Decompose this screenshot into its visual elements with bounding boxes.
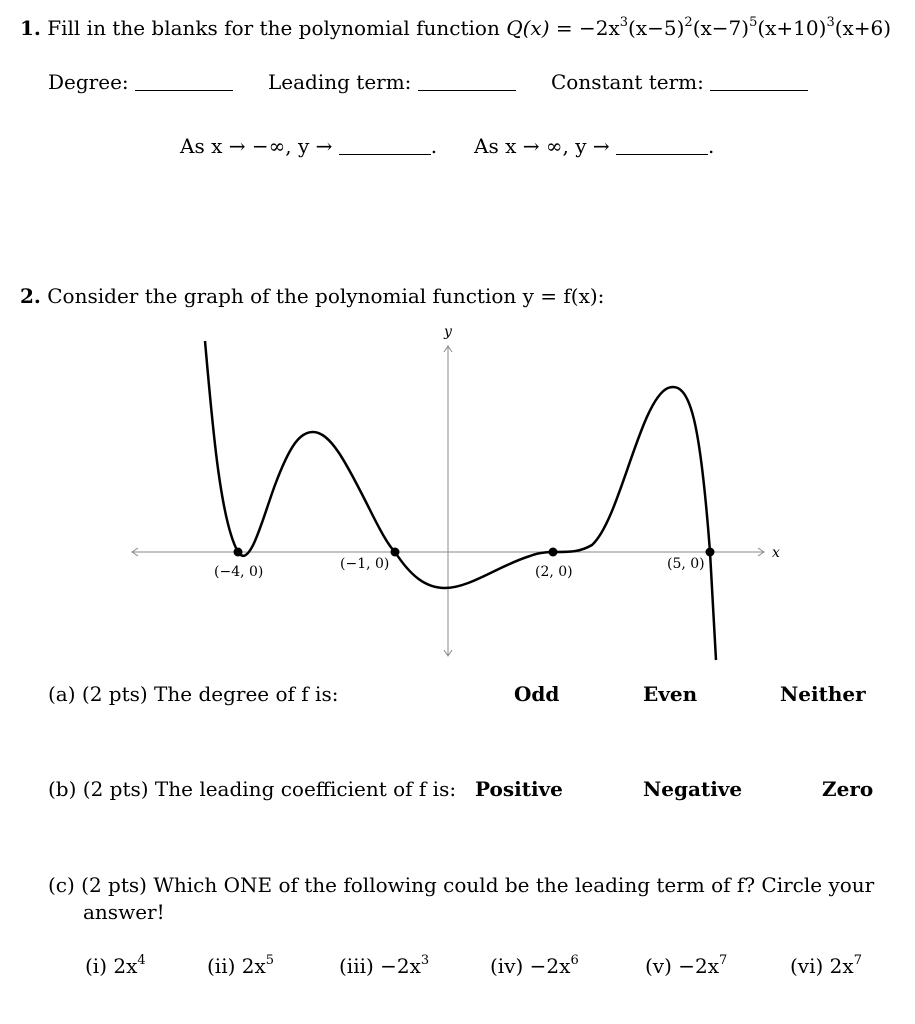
function-name: Q(x) = — [506, 16, 579, 40]
end-behavior-left: As x → −∞, y → . — [180, 134, 438, 158]
leading-term-label: Leading term: — [268, 70, 412, 94]
option-iii[interactable]: $(iii) -2x^3$ — [339, 953, 430, 978]
option-zero[interactable]: Zero — [822, 777, 874, 801]
end-behavior-right-label: As x → ∞, y → — [474, 134, 610, 158]
question-1-number: 1. — [20, 16, 41, 40]
option-negative[interactable]: Negative — [643, 777, 743, 801]
point-label-2: (2, 0) — [535, 564, 573, 580]
end-behavior-left-label: As x → −∞, y → — [180, 134, 333, 158]
x-axis-label: x — [772, 545, 780, 561]
constant-term-label: Constant term: — [551, 70, 704, 94]
option-vi[interactable]: (vi) $2x^7$ — [790, 953, 862, 978]
polynomial-curve — [205, 341, 716, 660]
option-neither[interactable]: Neither — [780, 682, 866, 706]
part-c-label-line2: answer! — [83, 900, 165, 924]
question-2-prompt: Consider the graph of the polynomial function y = f(x): — [47, 284, 605, 308]
degree-label: Degree: — [48, 70, 129, 94]
part-b-label: (b) (2 pts) The leading coefficient of f is: — [48, 777, 457, 801]
function-expression: $-2x^3(x-5)^2(x-7)^5(x+10)^3(x+6)$ — [578, 15, 892, 40]
option-i[interactable]: (i) $2x^4$ — [85, 953, 146, 978]
y-axis-label: y — [444, 324, 452, 340]
end-behavior-right: As x → ∞, y → . — [474, 134, 715, 158]
point-label-neg4: (−4, 0) — [214, 564, 264, 580]
point-label-neg1: (−1, 0) — [340, 556, 390, 572]
question-1-prompt: Fill in the blanks for the polynomial function — [47, 16, 507, 40]
option-ii[interactable]: (ii) $2x^5$ — [207, 953, 275, 978]
option-iv[interactable]: $(iv) -2x^6$ — [490, 953, 579, 978]
y-axis — [444, 346, 452, 656]
point-label-5: (5, 0) — [667, 556, 705, 572]
question-2-number: 2. — [20, 284, 41, 308]
option-v[interactable]: $(v) -2x^7$ — [645, 953, 728, 978]
option-even[interactable]: Even — [643, 682, 698, 706]
part-c-label-line1: (c) (2 pts) Which ONE of the following could be the leading term of f? Circle your — [48, 873, 875, 897]
part-a-label: (a) (2 pts) The degree of f is: — [48, 682, 339, 706]
option-positive[interactable]: Positive — [475, 777, 563, 801]
option-odd[interactable]: Odd — [514, 682, 560, 706]
